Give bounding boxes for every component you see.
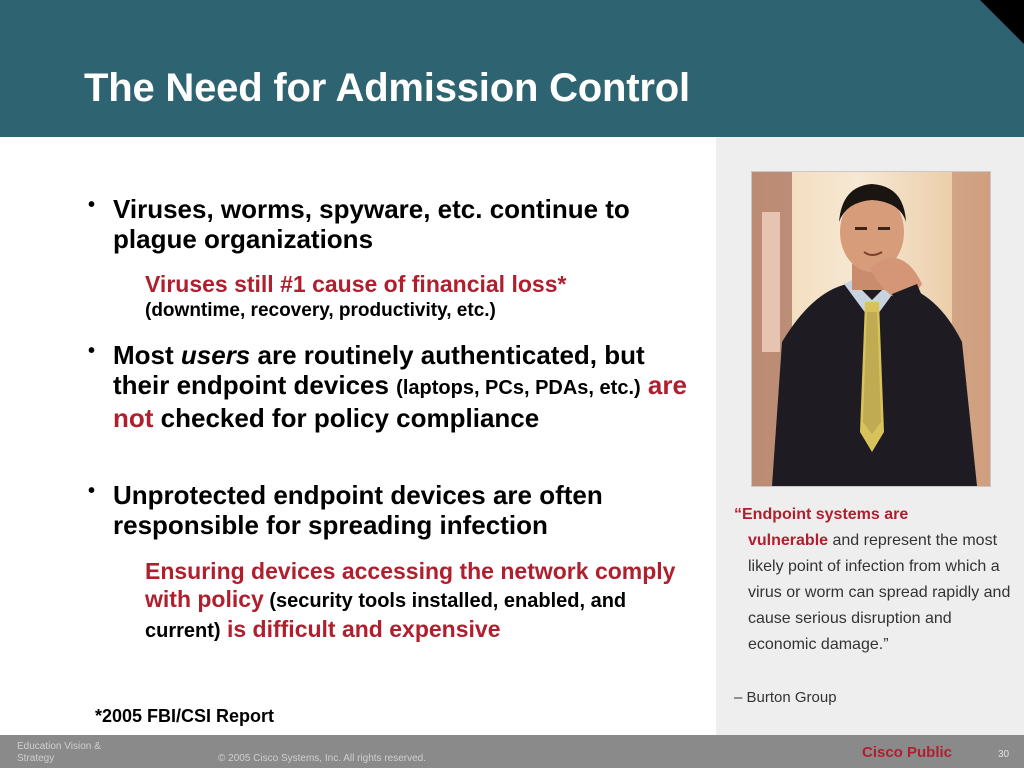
businessman-photo bbox=[751, 171, 991, 487]
quote-block bbox=[734, 502, 1016, 658]
quote-emphasis: vulnerable bbox=[748, 532, 829, 549]
bullet-2-part1: Most bbox=[113, 340, 181, 370]
bullet-2-text bbox=[113, 340, 688, 433]
footer-bar bbox=[0, 735, 1024, 768]
bullet-2-part3: checked for policy compliance bbox=[153, 403, 540, 433]
bullet-2-part2: are routinely authenticated, but their endpoint devices bbox=[113, 340, 645, 400]
subpoint-1-red: Viruses still #1 cause of financial loss* bbox=[145, 271, 567, 297]
subpoint-3 bbox=[145, 557, 690, 645]
bullet-dot: • bbox=[88, 194, 96, 216]
bullet-1 bbox=[88, 194, 688, 254]
footnote: *2005 FBI/CSI Report bbox=[95, 706, 275, 726]
subpoint-1-black: (downtime, recovery, productivity, etc.) bbox=[145, 300, 496, 321]
bullet-3 bbox=[88, 480, 688, 540]
bullet-3-text: Unprotected endpoint devices are often responsible for spreading infection bbox=[113, 480, 603, 540]
footer-section: Education Vision & Strategy bbox=[17, 741, 101, 764]
subpoint-3-red2: is difficult and expensive bbox=[220, 616, 501, 642]
page-number: 30 bbox=[998, 749, 1010, 760]
quote-body: and represent the most likely point of infection from which a virus or worm can spread rapidly and cause serious disruption and economic damage.” bbox=[748, 532, 1011, 653]
subpoint-1 bbox=[145, 270, 690, 324]
bullet-dot: • bbox=[88, 340, 96, 362]
bullet-2 bbox=[88, 340, 688, 433]
bullet-dot: • bbox=[88, 480, 96, 502]
footer-classification: Cisco Public bbox=[862, 744, 953, 761]
corner-triangle bbox=[980, 0, 1024, 44]
bullet-1-text: Viruses, worms, spyware, etc. continue to plague organizations bbox=[113, 194, 630, 254]
bullet-2-paren: (laptops, PCs, PDAs, etc.) bbox=[396, 377, 641, 399]
slide-title: The Need for Admission Control bbox=[84, 66, 690, 110]
subpoint-3-black: (security tools installed, enabled, and current) bbox=[145, 590, 627, 642]
bullet-2-italic: users bbox=[180, 340, 251, 370]
footer-copyright: © 2005 Cisco Systems, Inc. All rights reserved. bbox=[218, 753, 427, 764]
bullet-2-red: are not bbox=[113, 370, 687, 433]
subpoint-3-red1: Ensuring devices accessing the network comply with policy bbox=[145, 558, 676, 612]
quote-open: “Endpoint systems are bbox=[734, 506, 909, 523]
quote-attribution: – Burton Group bbox=[734, 689, 837, 706]
